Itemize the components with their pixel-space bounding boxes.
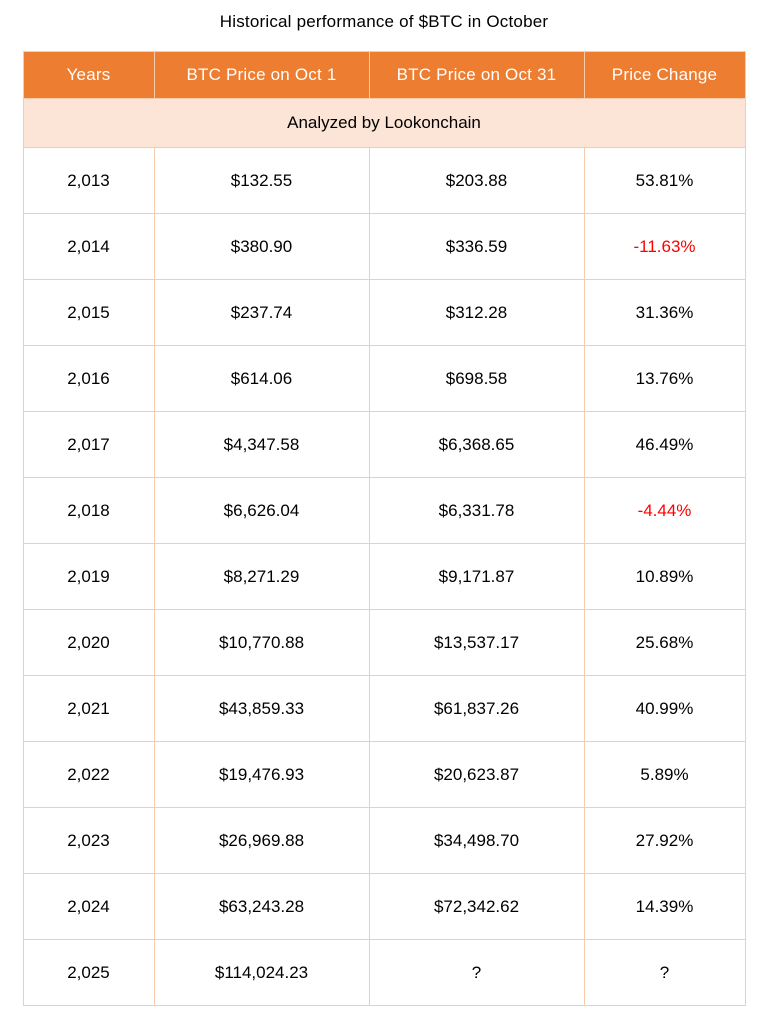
cell-oct1-price: $132.55 bbox=[154, 148, 369, 214]
table-row bbox=[23, 808, 745, 874]
cell-oct31-price: $6,331.78 bbox=[369, 478, 584, 544]
table-row bbox=[23, 280, 745, 346]
cell-year: 2,014 bbox=[23, 214, 154, 280]
cell-oct31-price: $9,171.87 bbox=[369, 544, 584, 610]
cell-oct31-price: $61,837.26 bbox=[369, 676, 584, 742]
table-row bbox=[23, 742, 745, 808]
cell-price-change: 27.92% bbox=[584, 808, 745, 874]
table-row bbox=[23, 676, 745, 742]
column-header-years: Years bbox=[23, 52, 154, 99]
cell-price-change: 14.39% bbox=[584, 874, 745, 940]
column-header-price-change: Price Change bbox=[584, 52, 745, 99]
cell-year: 2,013 bbox=[23, 148, 154, 214]
column-header-oct31-price: BTC Price on Oct 31 bbox=[369, 52, 584, 99]
cell-price-change: 31.36% bbox=[584, 280, 745, 346]
cell-year: 2,020 bbox=[23, 610, 154, 676]
table-subtitle-row bbox=[23, 99, 745, 148]
cell-oct1-price: $380.90 bbox=[154, 214, 369, 280]
cell-oct31-price: $72,342.62 bbox=[369, 874, 584, 940]
cell-year: 2,017 bbox=[23, 412, 154, 478]
cell-oct31-price: $312.28 bbox=[369, 280, 584, 346]
cell-year: 2,021 bbox=[23, 676, 154, 742]
cell-price-change: 46.49% bbox=[584, 412, 745, 478]
cell-oct1-price: $6,626.04 bbox=[154, 478, 369, 544]
table-row bbox=[23, 544, 745, 610]
cell-oct1-price: $63,243.28 bbox=[154, 874, 369, 940]
btc-october-table bbox=[23, 51, 746, 1006]
cell-year: 2,022 bbox=[23, 742, 154, 808]
cell-price-change: 40.99% bbox=[584, 676, 745, 742]
cell-year: 2,024 bbox=[23, 874, 154, 940]
cell-price-change: -11.63% bbox=[584, 214, 745, 280]
cell-oct1-price: $237.74 bbox=[154, 280, 369, 346]
analyzed-by-label: Analyzed by Lookonchain bbox=[23, 99, 745, 148]
table-row bbox=[23, 940, 745, 1006]
cell-oct1-price: $43,859.33 bbox=[154, 676, 369, 742]
cell-year: 2,016 bbox=[23, 346, 154, 412]
cell-oct31-price: $6,368.65 bbox=[369, 412, 584, 478]
cell-year: 2,025 bbox=[23, 940, 154, 1006]
table-row bbox=[23, 214, 745, 280]
column-header-oct1-price: BTC Price on Oct 1 bbox=[154, 52, 369, 99]
cell-oct1-price: $10,770.88 bbox=[154, 610, 369, 676]
cell-price-change: ? bbox=[584, 940, 745, 1006]
cell-price-change: 5.89% bbox=[584, 742, 745, 808]
table-row bbox=[23, 610, 745, 676]
cell-oct31-price: $698.58 bbox=[369, 346, 584, 412]
cell-oct31-price: ? bbox=[369, 940, 584, 1006]
cell-price-change: 10.89% bbox=[584, 544, 745, 610]
cell-oct31-price: $13,537.17 bbox=[369, 610, 584, 676]
table-row bbox=[23, 346, 745, 412]
table-row bbox=[23, 478, 745, 544]
cell-oct31-price: $203.88 bbox=[369, 148, 584, 214]
cell-price-change: 25.68% bbox=[584, 610, 745, 676]
cell-year: 2,019 bbox=[23, 544, 154, 610]
page-title: Historical performance of $BTC in October bbox=[219, 12, 549, 31]
table-body bbox=[23, 148, 745, 1006]
cell-oct1-price: $614.06 bbox=[154, 346, 369, 412]
cell-oct31-price: $34,498.70 bbox=[369, 808, 584, 874]
cell-price-change: 13.76% bbox=[584, 346, 745, 412]
cell-oct31-price: $20,623.87 bbox=[369, 742, 584, 808]
cell-year: 2,023 bbox=[23, 808, 154, 874]
cell-oct1-price: $4,347.58 bbox=[154, 412, 369, 478]
cell-year: 2,015 bbox=[23, 280, 154, 346]
cell-year: 2,018 bbox=[23, 478, 154, 544]
cell-oct1-price: $114,024.23 bbox=[154, 940, 369, 1006]
table-header-row bbox=[23, 52, 745, 99]
table-row bbox=[23, 412, 745, 478]
cell-oct31-price: $336.59 bbox=[369, 214, 584, 280]
cell-oct1-price: $26,969.88 bbox=[154, 808, 369, 874]
cell-oct1-price: $19,476.93 bbox=[154, 742, 369, 808]
table-row bbox=[23, 148, 745, 214]
cell-oct1-price: $8,271.29 bbox=[154, 544, 369, 610]
cell-price-change: -4.44% bbox=[584, 478, 745, 544]
cell-price-change: 53.81% bbox=[584, 148, 745, 214]
table-row bbox=[23, 874, 745, 940]
